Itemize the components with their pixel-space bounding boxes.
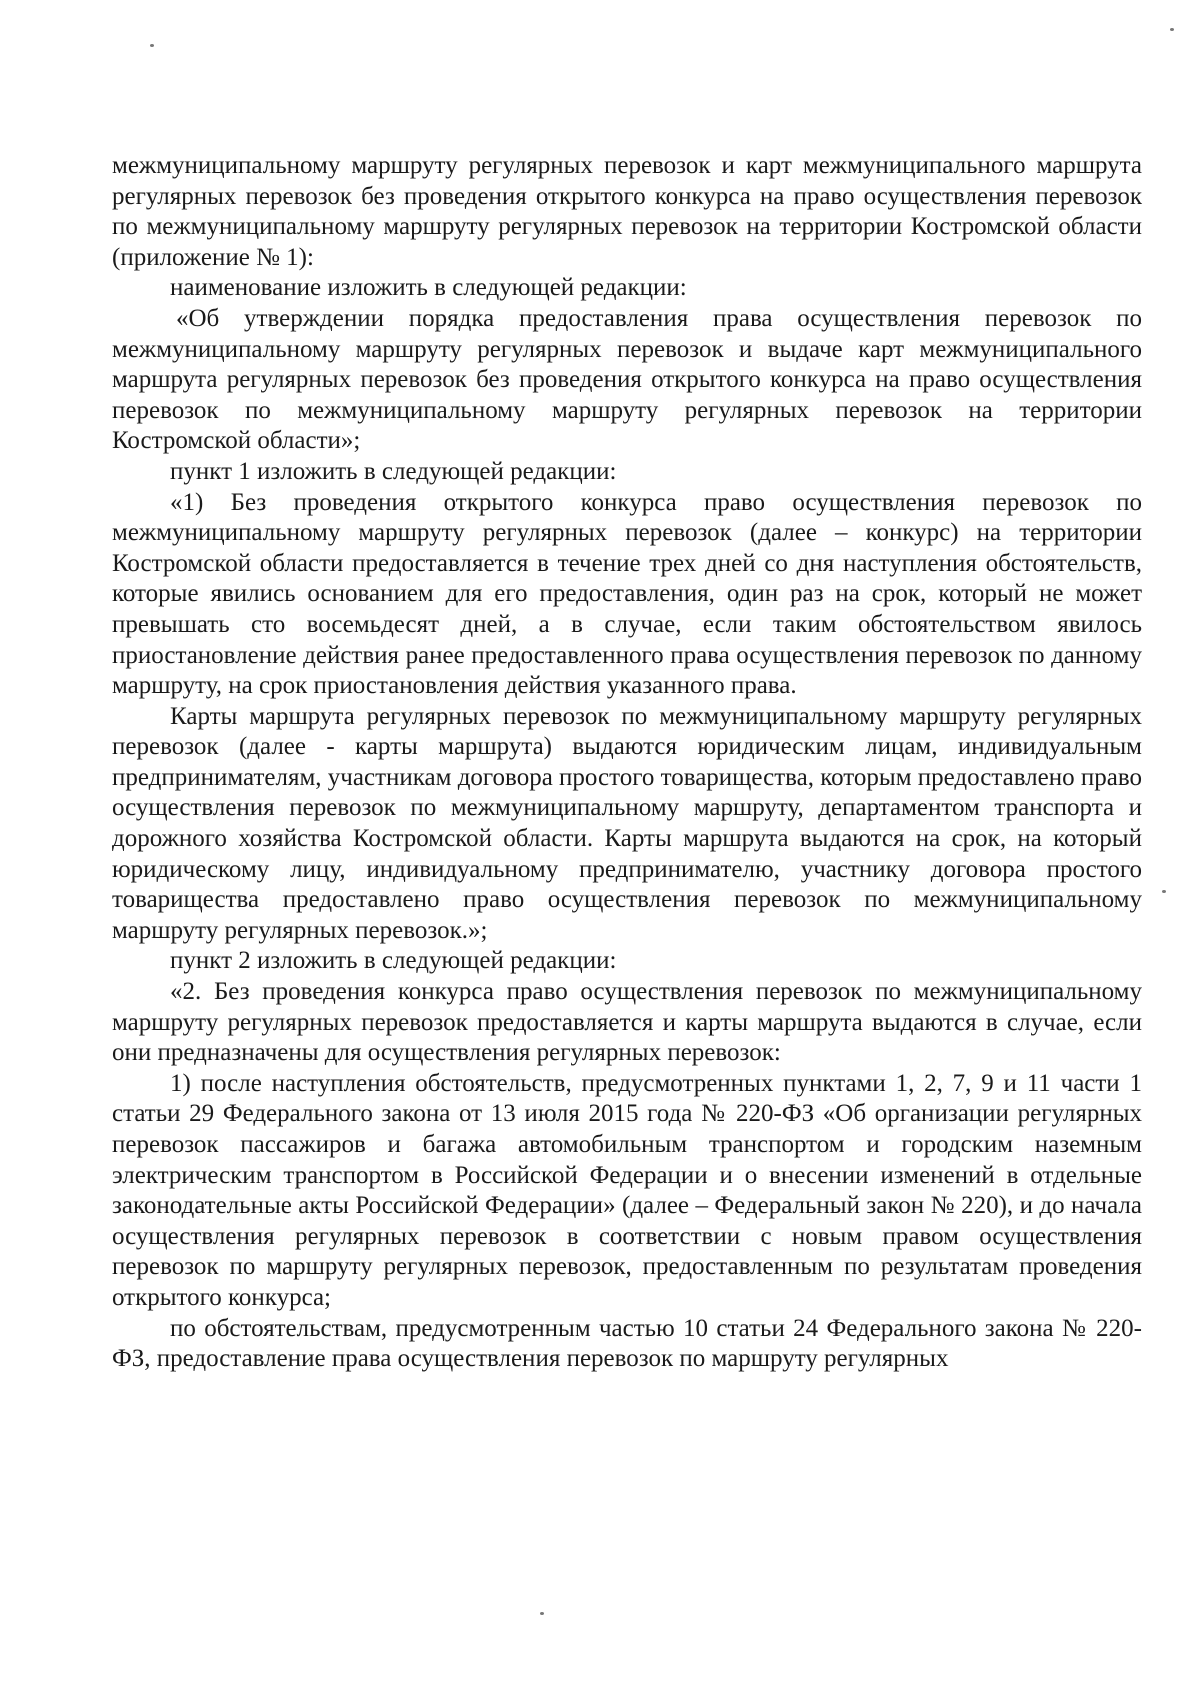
paragraph-8: «2. Без проведения конкурса право осуществления перевозок по межмуниципальному маршруту регулярных перевозок предоставляется и карты маршрута выдаются в случае, если они предназначены для осуществления регулярных перевозок: xyxy=(112,978,1142,1067)
paragraph-7: пункт 2 изложить в следующей редакции: xyxy=(170,947,617,975)
scan-speck xyxy=(150,44,154,47)
paragraph-1: межмуниципальному маршруту регулярных перевозок и карт межмуниципального маршрута регулярных перевозок без проведения открытого конкурса на право осуществления перевозок по межмуниципальному маршруту регулярных перевозок на территории Костромской области (приложение № 1): xyxy=(112,152,1142,271)
paragraph-9: 1) после наступления обстоятельств, предусмотренных пунктами 1, 2, 7, 9 и 11 части 1 статьи 29 Федерального закона от 13 июля 2015 года № 220-ФЗ «Об организации регулярных перевозок пассажиров и багажа автомобильным транспортом и городским наземным электрическим транспортом в Российской Федерации и о внесении изменений в отдельные законодательные акты Российской Федерации» (далее – Федеральный закон № 220), и до начала осуществления регулярных перевозок в соответствии с новым правом осуществления перевозок по маршруту регулярных перевозок, предоставленным по результатам проведения открытого конкурса; xyxy=(112,1069,1142,1311)
scan-speck xyxy=(540,1612,544,1615)
paragraph-10: по обстоятельствам, предусмотренным частью 10 статьи 24 Федерального закона № 220-ФЗ, предоставление права осуществления перевозок по маршруту регулярных xyxy=(112,1314,1142,1373)
scan-speck xyxy=(1170,28,1174,31)
paragraph-3: «Об утверждении порядка предоставления права осуществления перевозок по межмуниципальному маршруту регулярных перевозок и выдаче карт межмуниципального маршрута регулярных перевозок без проведения открытого конкурса на право осуществления перевозок по межмуниципальному маршруту регулярных перевозок на территории Костромской области»; xyxy=(112,304,1142,455)
paragraph-6: Карты маршрута регулярных перевозок по межмуниципальному маршруту регулярных перевозок (далее - карты маршрута) выдаются юридическим лицам, индивидуальным предпринимателям, участникам договора простого товарищества, которым предоставлено право осуществления перевозок по межмуниципальному маршруту, департаментом транспорта и дорожного хозяйства Костромской области. Карты маршрута выдаются на срок, на который юридическому лицу, индивидуальному предпринимателю, участнику договора простого товарищества предоставлено право осуществления перевозок по межмуниципальному маршруту регулярных перевозок.»; xyxy=(112,702,1142,944)
paragraph-2: наименование изложить в следующей редакции: xyxy=(170,274,687,302)
scan-speck xyxy=(1162,890,1166,893)
paragraph-4: пункт 1 изложить в следующей редакции: xyxy=(170,457,617,485)
paragraph-5: «1) Без проведения открытого конкурса право осуществления перевозок по межмуниципальному маршруту регулярных перевозок (далее – конкурс) на территории Костромской области предоставляется в течение трех дней со дня наступления обстоятельств, которые явились основанием для его предоставления, один раз на срок, который не может превышать сто восемьдесят дней, а в случае, если таким обстоятельством явилось приостановление действия ранее предоставленного права осуществления перевозок по данному маршруту, на срок приостановления действия указанного права. xyxy=(112,488,1142,700)
document-body xyxy=(112,151,1142,1375)
